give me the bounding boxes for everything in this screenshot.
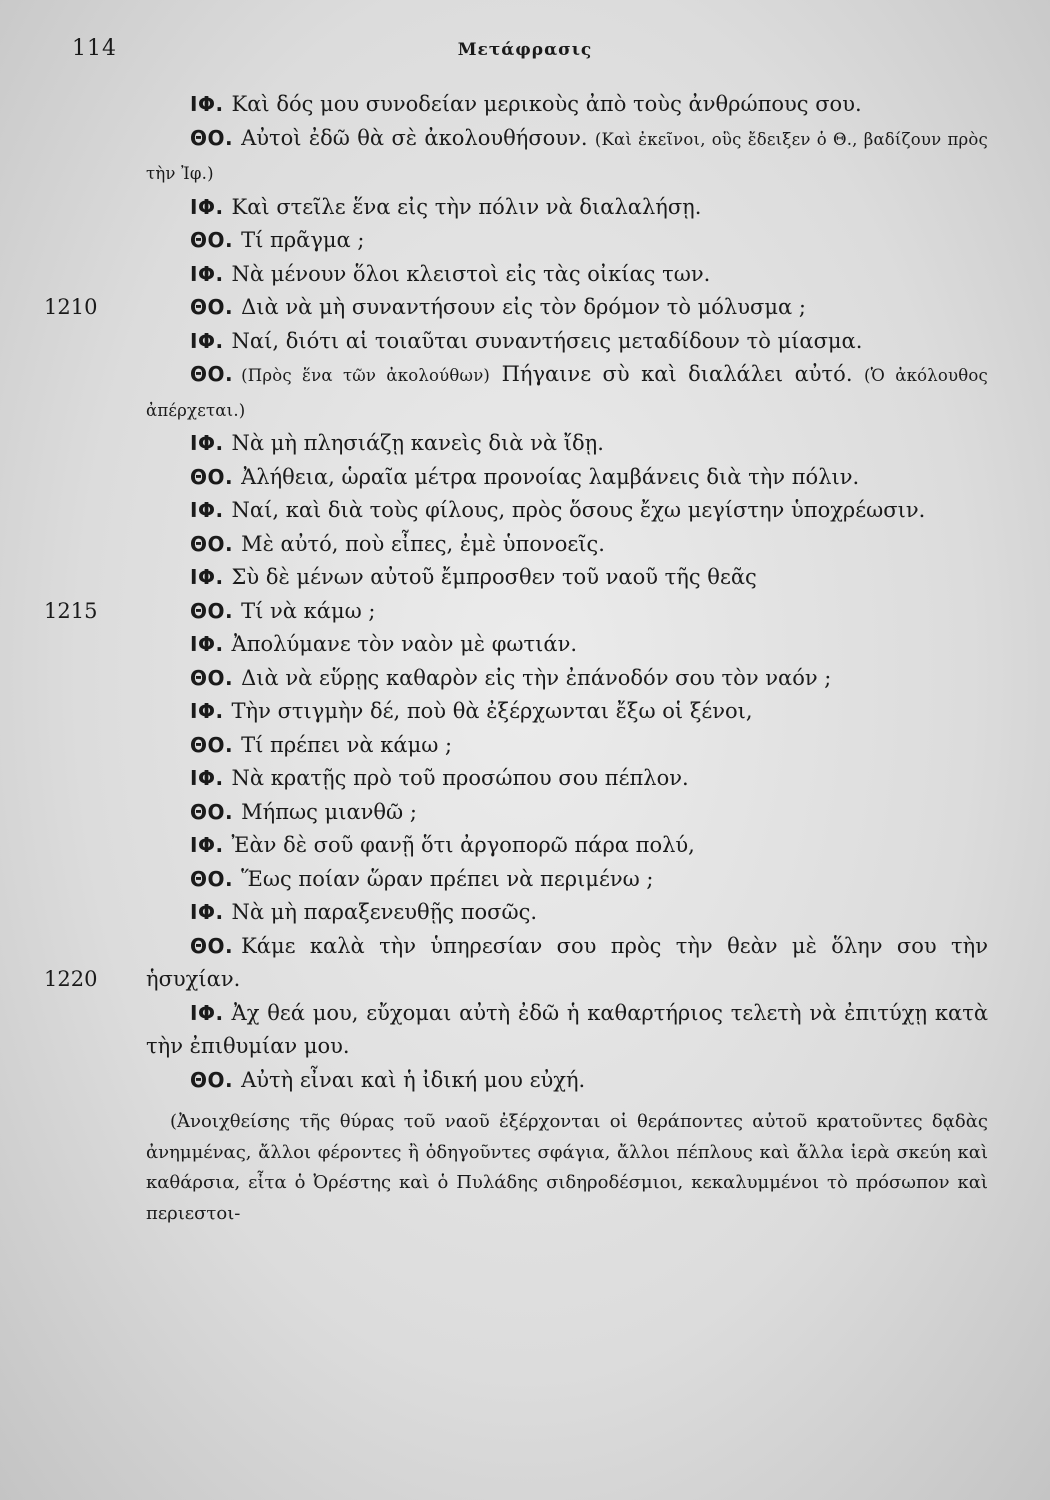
speaker-label: ΙΦ. (190, 565, 224, 589)
speech-text: Αὐτοὶ ἐδῶ θὰ σὲ ἀκολουθήσουν. (241, 125, 588, 150)
speaker-label: ΘΟ. (190, 933, 234, 958)
speaker-label: ΙΦ. (190, 833, 224, 857)
dialogue-line (146, 1064, 988, 1098)
speech-text: Ἀχ θεά μου, εὔχομαι αὐτὴ ἐδῶ ἡ καθαρτήριος τελετὴ νὰ ἐπιτύχῃ κατὰ τὴν ἐπιθυμίαν μου. (146, 1000, 988, 1058)
dialogue-line (146, 796, 988, 830)
speech-text: Ἐὰν δὲ σοῦ φανῇ ὅτι ἀργοπορῶ πάρα πολύ, (231, 833, 695, 857)
dialogue-line (146, 258, 988, 292)
speech-text: Ναί, καὶ διὰ τοὺς φίλους, πρὸς ὅσους ἔχω μεγίστην ὑποχρέωσιν. (231, 498, 926, 522)
dialogue-body (44, 88, 988, 1247)
speech-text: Μὲ αὐτό, ποὺ εἶπες, ἐμὲ ὑπονοεῖς. (241, 531, 605, 556)
speaker-label: ΙΦ. (190, 92, 224, 116)
speaker-label: ΙΦ. (190, 194, 224, 219)
dialogue-line (146, 122, 988, 191)
dialogue-line (146, 358, 988, 427)
speech-text: Καὶ στεῖλε ἕνα εἰς τὴν πόλιν νὰ διαλαλήσῃ. (231, 194, 702, 219)
stage-direction: (Πρὸς ἕνα τῶν ἀκολούθων) (241, 366, 491, 385)
speaker-label: ΘΟ. (190, 1067, 234, 1092)
speech-text: Πήγαινε σὺ καὶ διαλάλει αὐτό. (501, 362, 853, 386)
speech-text: Νὰ μένουν ὅλοι κλειστοὶ εἰς τὰς οἰκίας των. (231, 261, 711, 286)
dialogue-line (146, 191, 988, 225)
speech-text: Σὺ δὲ μένων αὐτοῦ ἔμπροσθεν τοῦ ναοῦ τῆς θεᾶς (231, 565, 757, 589)
speaker-label: ΙΦ. (190, 766, 224, 790)
closing-stage-direction: (Ἀνοιχθείσης τῆς θύρας τοῦ ναοῦ ἐξέρχονται οἱ θεράποντες αὐτοῦ κρατοῦντες δᾳδὰς ἀνημμένας, ἄλλοι φέροντες ἢ ὁδηγοῦντες σφάγια, ἄλλοι πέπλους καὶ ἄλλα ἱερὰ σκεύη καὶ καθάρσια, εἶτα ὁ Ὀρέστης καὶ ὁ Πυλάδης σιδηροδέσμιοι, κεκαλυμμένοι τὸ πρόσωπον καὶ περιεστοι- (146, 1111, 988, 1224)
speaker-label: ΙΦ. (190, 261, 224, 286)
dialogue-line (146, 325, 988, 359)
dialogue-line (146, 695, 988, 729)
speaker-label: ΘΟ. (190, 799, 234, 824)
speech-text: Μήπως μιανθῶ ; (241, 799, 417, 824)
dialogue-line (146, 461, 988, 495)
speaker-label: ΘΟ. (190, 732, 234, 757)
speech-text: Τὴν στιγμὴν δέ, ποὺ θὰ ἐξέρχωνται ἔξω οἱ ξένοι, (231, 699, 753, 723)
speech-text: Τί πρᾶγμα ; (241, 228, 365, 252)
speech-text: Διὰ νὰ μὴ συναντήσουν εἰς τὸν δρόμον τὸ μόλυσμα ; (241, 295, 806, 319)
speaker-label: ΙΦ. (190, 431, 224, 455)
dialogue-line (146, 729, 988, 763)
speech-text: Ἕως ποίαν ὥραν πρέπει νὰ περιμένω ; (241, 866, 654, 891)
speech-text: Νὰ μὴ παραξενευθῇς ποσῶς. (231, 900, 538, 924)
dialogue-line (146, 896, 988, 930)
speaker-label: ΘΟ. (190, 531, 234, 556)
verse-line-number: 1210 (44, 295, 98, 319)
running-title: Μετάφρασις (457, 40, 593, 60)
dialogue-line (44, 595, 988, 629)
speaker-label: ΘΟ. (190, 362, 234, 386)
speaker-label: ΙΦ. (190, 900, 224, 924)
speech-text: Νὰ μὴ πλησιάζῃ κανεὶς διὰ νὰ ἴδῃ. (231, 431, 604, 455)
speaker-label: ΘΟ. (190, 125, 234, 150)
speech-text: Κάμε καλὰ τὴν ὑπηρεσίαν σου πρὸς τὴν θεὰν μὲ ὅλην σου τὴν ἡσυχίαν. (146, 933, 988, 991)
speech-text: Τί πρέπει νὰ κάμω ; (241, 732, 453, 757)
speech-text: Διὰ νὰ εὕρῃς καθαρὸν εἰς τὴν ἐπάνοδόν σου τὸν ναόν ; (241, 665, 832, 690)
dialogue-line (146, 561, 988, 595)
dialogue-line (146, 88, 988, 122)
speech-text: Ἀλήθεια, ὡραῖα μέτρα προνοίας λαμβάνεις διὰ τὴν πόλιν. (241, 464, 860, 489)
speaker-label: ΘΟ. (190, 464, 234, 489)
speaker-label: ΘΟ. (190, 866, 234, 891)
speech-text: Ναί, διότι αἱ τοιαῦται συναντήσεις μεταδίδουν τὸ μίασμα. (231, 328, 863, 353)
dialogue-line (146, 427, 988, 461)
speaker-label: ΙΦ. (190, 328, 224, 353)
speaker-label: ΙΦ. (190, 498, 224, 522)
speaker-label: ΙΦ. (190, 1000, 224, 1025)
speech-text: Ἀπολύμανε τὸν ναὸν μὲ φωτιάν. (231, 632, 578, 656)
dialogue-line (146, 829, 988, 863)
dialogue-line (146, 662, 988, 696)
speech-text: Τί νὰ κάμω ; (241, 598, 376, 623)
stage-direction: (Καὶ ἐκεῖνοι, οὓς ἔδειξεν ὁ Θ., βαδίζουν πρὸς τὴν Ἰφ.) (146, 129, 988, 183)
dialogue-line (44, 291, 988, 325)
speaker-label: ΙΦ. (190, 632, 224, 656)
speech-text: Αὐτὴ εἶναι καὶ ἡ ἰδική μου εὐχή. (241, 1067, 586, 1092)
speaker-label: ΘΟ. (190, 665, 234, 690)
dialogue-line (146, 528, 988, 562)
speaker-label: ΘΟ. (190, 598, 234, 623)
verse-line-number: 1220 (44, 967, 98, 991)
speech-text: Νὰ κρατῇς πρὸ τοῦ προσώπου σου πέπλον. (231, 766, 689, 790)
speaker-label: ΙΦ. (190, 699, 224, 723)
speaker-label: ΘΟ. (190, 295, 234, 319)
speech-text: Καὶ δός μου συνοδείαν μερικοὺς ἀπὸ τοὺς ἀνθρώπους σου. (231, 92, 862, 116)
dialogue-line (146, 863, 988, 897)
speaker-label: ΘΟ. (190, 228, 234, 252)
dialogue-line (146, 224, 988, 258)
page-number: 114 (72, 36, 117, 61)
dialogue-line (146, 762, 988, 796)
verse-line-number: 1215 (44, 598, 98, 623)
dialogue-line (44, 930, 988, 997)
dialogue-line (146, 997, 988, 1064)
stage-direction: (Ὁ ἀκόλουθος ἀπέρχεται.) (146, 366, 988, 420)
dialogue-line (146, 494, 988, 528)
dialogue-line (146, 628, 988, 662)
